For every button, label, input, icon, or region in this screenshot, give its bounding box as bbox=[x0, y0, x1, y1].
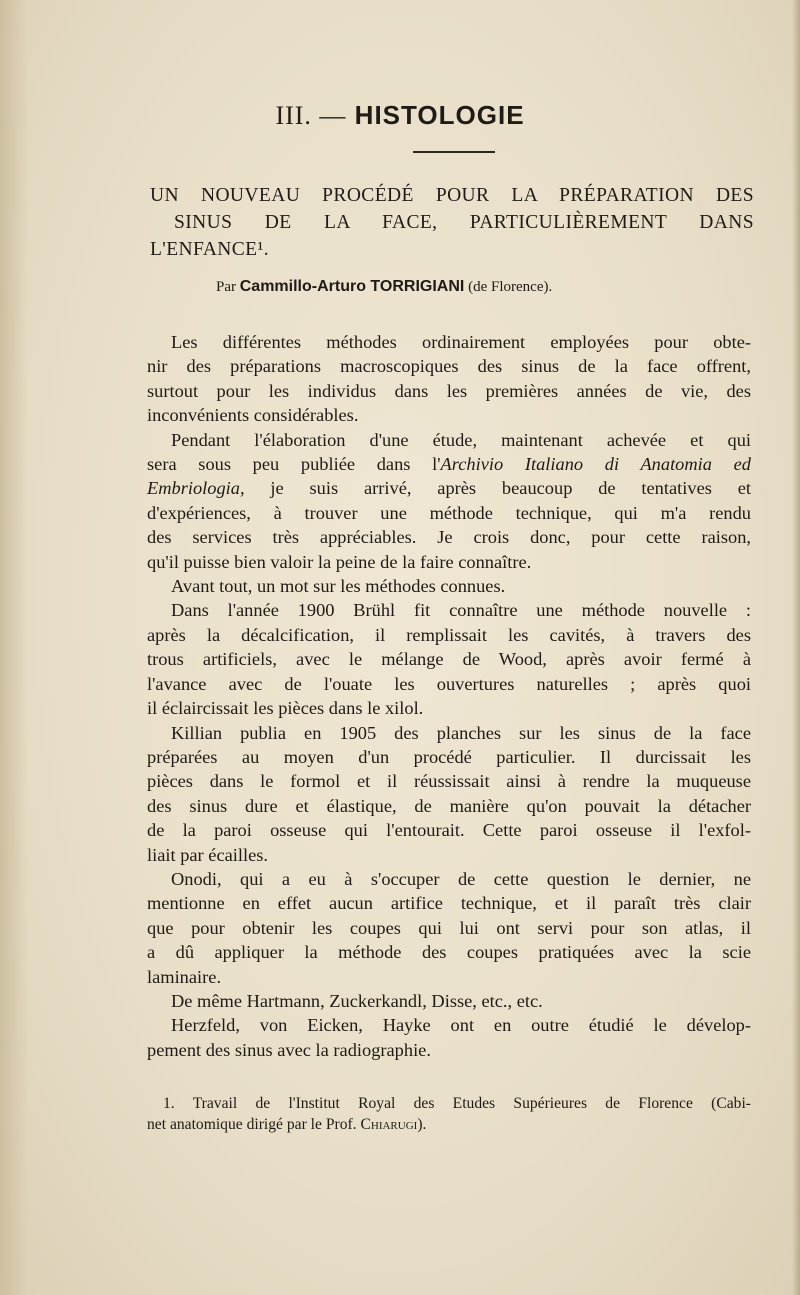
body-line: liait par écailles. bbox=[147, 844, 269, 865]
professor-name: Chiarugi bbox=[360, 1116, 418, 1133]
body-line: pièces dans le formol et il réussissait ainsi à rendre la muqueuse bbox=[147, 771, 751, 792]
body-line: pement des sinus avec la radiographie. bbox=[147, 1039, 431, 1060]
footnote-line: net anatomique dirigé par le Prof. Chiarugi). bbox=[147, 1116, 427, 1133]
title-line: SINUS DE LA FACE, PARTICULIÈREMENT DANS bbox=[174, 212, 754, 233]
body-line: De même Hartmann, Zuckerkandl, Disse, etc., etc. bbox=[171, 990, 543, 1011]
author-name: Cammillo-Arturo TORRIGIANI bbox=[239, 278, 465, 295]
body-line: Killian publia en 1905 des planches sur les sinus de la face bbox=[171, 722, 751, 743]
body-line: des services très appréciables. Je crois donc, pour cette raison, bbox=[147, 527, 751, 548]
body-line: après la décalcification, il remplissait les cavités, à travers des bbox=[147, 624, 751, 645]
heading-rule bbox=[413, 151, 495, 153]
title-line: L'ENFANCE¹. bbox=[150, 239, 270, 260]
byline-prefix: Par bbox=[216, 279, 236, 295]
body-line: Onodi, qui a eu à s'occuper de cette question le dernier, ne bbox=[171, 868, 751, 889]
section-number: III. — bbox=[275, 101, 347, 130]
footnote-line: 1. Travail de l'Institut Royal des Etudes Supérieures de Florence (Cabi- bbox=[163, 1095, 751, 1112]
body-line: de la paroi osseuse qui l'entourait. Cette paroi osseuse il l'exfol- bbox=[147, 820, 751, 841]
section-label: HISTOLOGIE bbox=[354, 100, 525, 130]
title-line: UN NOUVEAU PROCÉDÉ POUR LA PRÉPARATION DES bbox=[150, 185, 754, 206]
page-edge-shadow-left bbox=[0, 0, 28, 1295]
body-line: inconvénients considérables. bbox=[147, 405, 359, 426]
page-edge-shadow-right bbox=[792, 0, 800, 1295]
body-line: a dû appliquer la méthode des coupes pratiquées avec la scie bbox=[147, 942, 751, 963]
journal-title-italic: Embriologia bbox=[147, 478, 240, 499]
body-line: que pour obtenir les coupes qui lui ont servi pour son atlas, il bbox=[147, 917, 751, 938]
body-line: Les différentes méthodes ordinairement employées pour obte- bbox=[171, 332, 751, 352]
body-line: d'expériences, à trouver une méthode technique, qui m'a rendu bbox=[147, 502, 751, 523]
body-line: préparées au moyen d'un procédé particulier. Il durcissait les bbox=[147, 746, 751, 767]
body-line: trous artificiels, avec le mélange de Wood, après avoir fermé à bbox=[147, 649, 751, 670]
body-line: des sinus dure et élastique, de manière qu'on pouvait la détacher bbox=[147, 795, 751, 816]
body-line: sera sous peu publiée dans l'Archivio Italiano di Anatomia ed bbox=[147, 454, 751, 475]
article-body bbox=[147, 330, 751, 1062]
body-line: mentionne en effet aucun artifice technique, et il paraît très clair bbox=[147, 893, 751, 914]
body-line: il éclaircissait les pièces dans le xilol. bbox=[147, 698, 424, 719]
footnote bbox=[147, 1093, 751, 1135]
body-line: Pendant l'élaboration d'une étude, maintenant achevée et qui bbox=[171, 429, 751, 450]
byline bbox=[216, 278, 552, 296]
body-line: Dans l'année 1900 Brühl fit connaître une méthode nouvelle : bbox=[171, 600, 751, 621]
body-line: l'avance avec de l'ouate les ouvertures naturelles ; après quoi bbox=[147, 673, 751, 694]
section-heading bbox=[0, 100, 800, 131]
body-line: Herzfeld, von Eicken, Hayke ont en outre étudié le dévelop- bbox=[171, 1015, 751, 1036]
body-line: laminaire. bbox=[147, 966, 222, 987]
body-line: Embriologia, je suis arrivé, après beaucoup de tentatives et bbox=[147, 478, 751, 499]
author-affiliation: (de Florence). bbox=[468, 279, 553, 295]
body-line: Avant tout, un mot sur les méthodes connues. bbox=[171, 576, 506, 597]
body-line: nir des préparations macroscopiques des sinus de la face offrent, bbox=[147, 356, 751, 377]
article-title bbox=[150, 182, 754, 263]
body-line: surtout pour les individus dans les premières années de vie, des bbox=[147, 380, 751, 401]
body-line: qu'il puisse bien valoir la peine de la faire connaître. bbox=[147, 551, 532, 572]
journal-title-italic: Archivio Italiano di Anatomia ed bbox=[440, 454, 751, 475]
